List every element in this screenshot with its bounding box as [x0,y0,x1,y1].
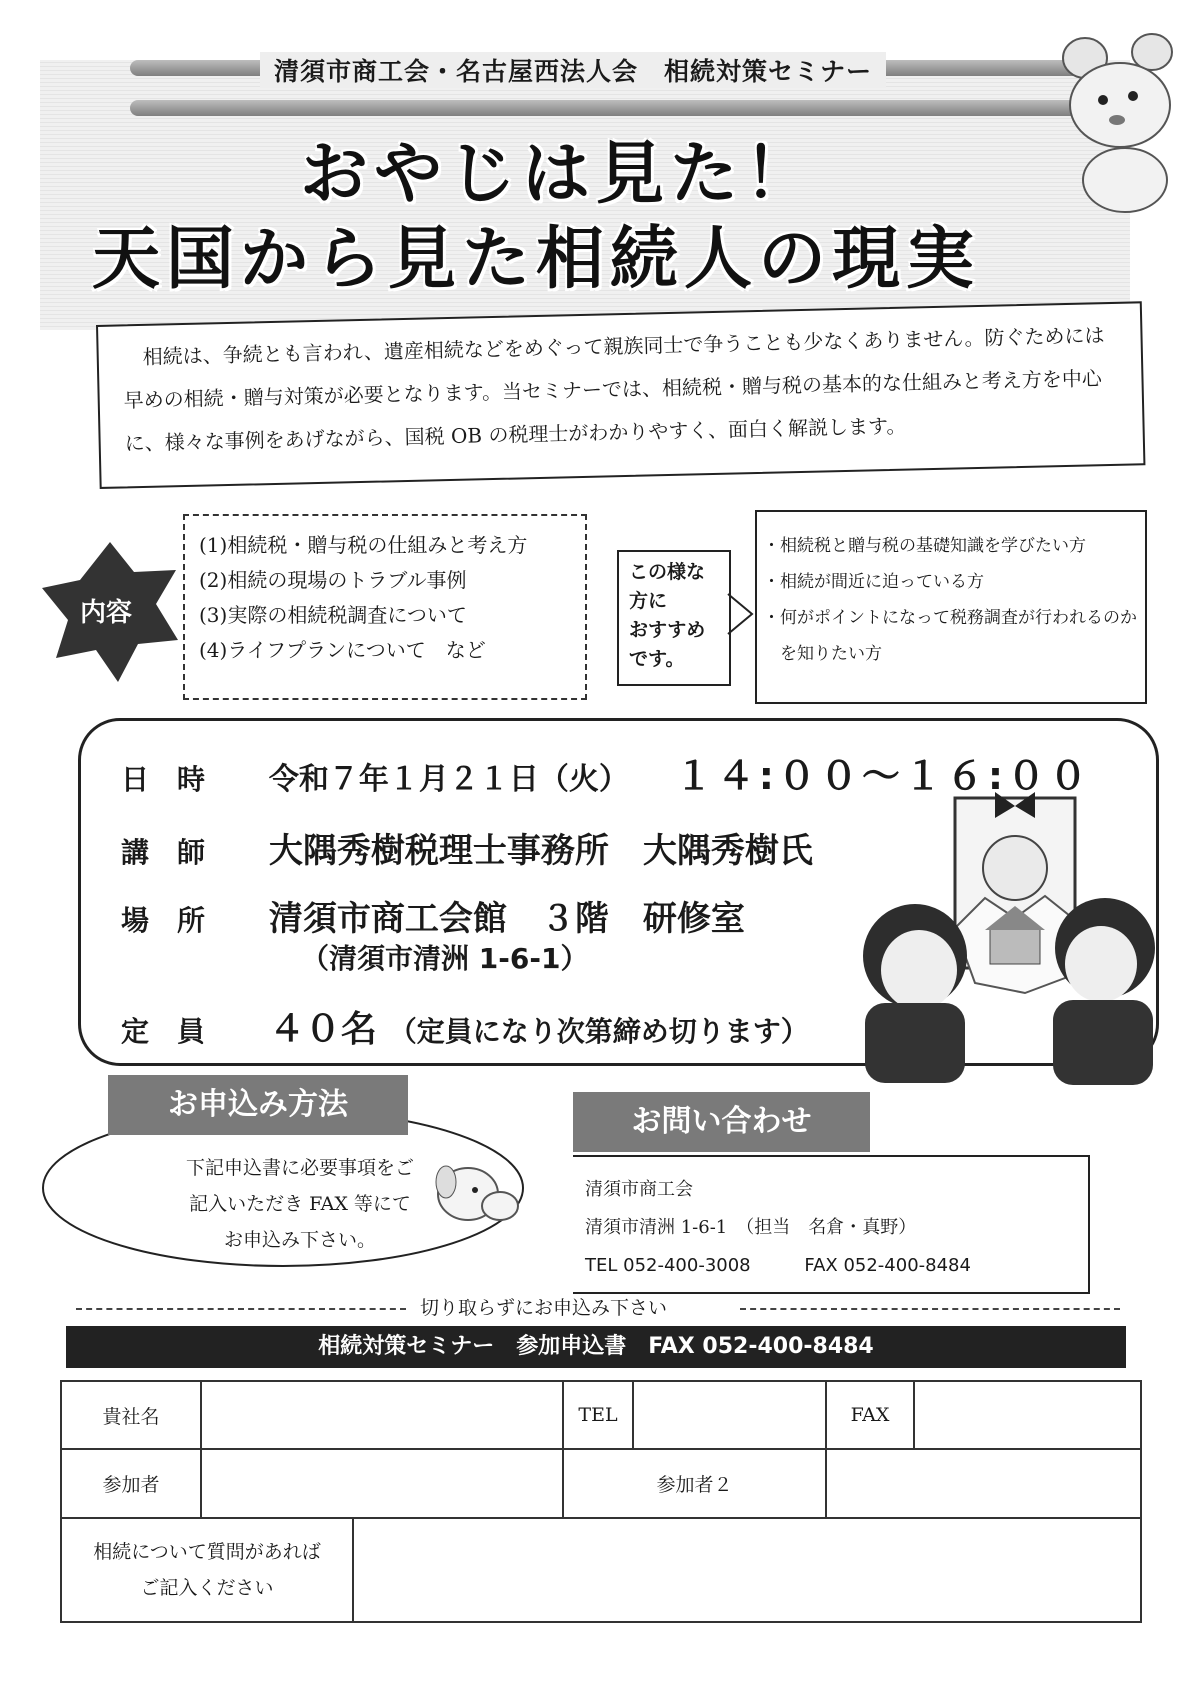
inheritance-dispute-illustration [855,778,1160,1088]
cut-line-note: 切り取らずにお申込み下さい [420,1297,668,1319]
contact-address: 清須市清洲 1-6-1 （担当 名倉・真野） [585,1217,917,1238]
place-label: 場所 [121,904,234,937]
apply-line: 記入いただき FAX 等にて [189,1193,411,1215]
organizer-heading: 清須市商工会・名古屋西法人会 相続対策セミナー [260,52,886,88]
company-input[interactable] [201,1381,563,1449]
cut-line-right [740,1308,1120,1310]
puppy-illustration [420,1150,530,1230]
contents-box [183,514,587,700]
recommend-label-line: おすすめ [629,619,706,641]
contact-org: 清須市商工会 [585,1179,693,1200]
contact-tel: TEL 052-400-3008 [585,1255,751,1276]
tel-label: TEL [563,1381,633,1449]
contact-fax: FAX 052-400-8484 [804,1255,971,1276]
venue: 清須市商工会館 ３階 研修室 [268,899,745,939]
content-item: (4)ライフプランについて など [199,638,486,662]
content-item: (1)相続税・贈与税の仕組みと考え方 [199,533,528,557]
arrow-right-icon [726,584,756,644]
intro-text: 相続は、争続とも言われ、遺産相続などをめぐって親族同士で争うことも少なくありません。防ぐためには早めの相続・贈与対策が必要となります。当セミナーでは、相続税・贈与税の基本的な仕組みと考え方を中心に、様々な事例をあげながら、国税 OB の税理士がわかりやすく、面白く解説します。 [123,323,1105,456]
question-label [61,1518,353,1622]
lecturer-label: 講師 [121,836,234,869]
question-label-line: 相続について質問があれば [93,1540,321,1563]
recommend-box [755,510,1147,704]
lecturer-name: 大隅秀樹税理士事務所 大隅秀樹氏 [268,831,813,871]
apply-line: お申込み下さい。 [223,1229,376,1251]
apply-title: お申込み方法 [108,1075,408,1135]
recommend-label-line: 方に [629,590,668,612]
tel-input[interactable] [633,1381,826,1449]
content-item: (3)実際の相続税調査について [199,603,467,627]
intro-box [96,301,1145,489]
participant-input[interactable] [201,1449,563,1517]
fax-label: FAX [826,1381,914,1449]
recommend-label-line: です。 [629,648,685,670]
bottom-rail [130,100,1080,116]
recommend-item: ・相続税と贈与税の基礎知識を学びたい方 [763,536,1086,556]
participant-label: 参加者 [61,1449,201,1517]
event-date: 令和７年１月２１日（火） [268,762,629,797]
recommend-item: ・相続が間近に迫っている方 [763,572,984,592]
contents-badge-label: 内容 [80,598,133,628]
capacity-value: ４０名 [268,1009,377,1050]
participant2-input[interactable] [826,1449,1141,1517]
participant2-label: 参加者２ [563,1449,826,1517]
venue-address: （清須市清洲 1-6-1） [301,942,589,975]
capacity-label: 定員 [121,1015,234,1048]
contact-box [573,1155,1090,1294]
fax-input[interactable] [914,1381,1141,1449]
recommend-label-box [617,550,731,686]
cut-line-left [76,1308,406,1310]
capacity-note: （定員になり次第締め切ります） [388,1015,809,1048]
form-banner: 相続対策セミナー 参加申込書 FAX 052-400-8484 [66,1326,1126,1368]
title-line-1: おやじは見た！ [300,135,819,214]
datetime-label: 日時 [121,763,234,796]
company-label: 貴社名 [61,1381,201,1449]
recommend-item: ・何がポイントになって税務調査が行われるのか [763,608,1137,628]
recommend-item: を知りたい方 [763,644,882,664]
contact-title: お問い合わせ [573,1092,870,1152]
event-time: １４:００～１６:００ [674,754,1092,798]
mouse-illustration [1040,30,1180,220]
application-form-table [60,1380,1142,1623]
recommend-label-line: この様な [629,561,706,583]
question-label-line: ご記入ください [140,1576,274,1599]
apply-line: 下記申込書に必要事項をご [185,1157,414,1179]
title-line-2: 天国から見た相続人の現実 [92,220,981,299]
content-item: (2)相続の現場のトラブル事例 [199,568,467,592]
question-input[interactable] [353,1518,1141,1622]
